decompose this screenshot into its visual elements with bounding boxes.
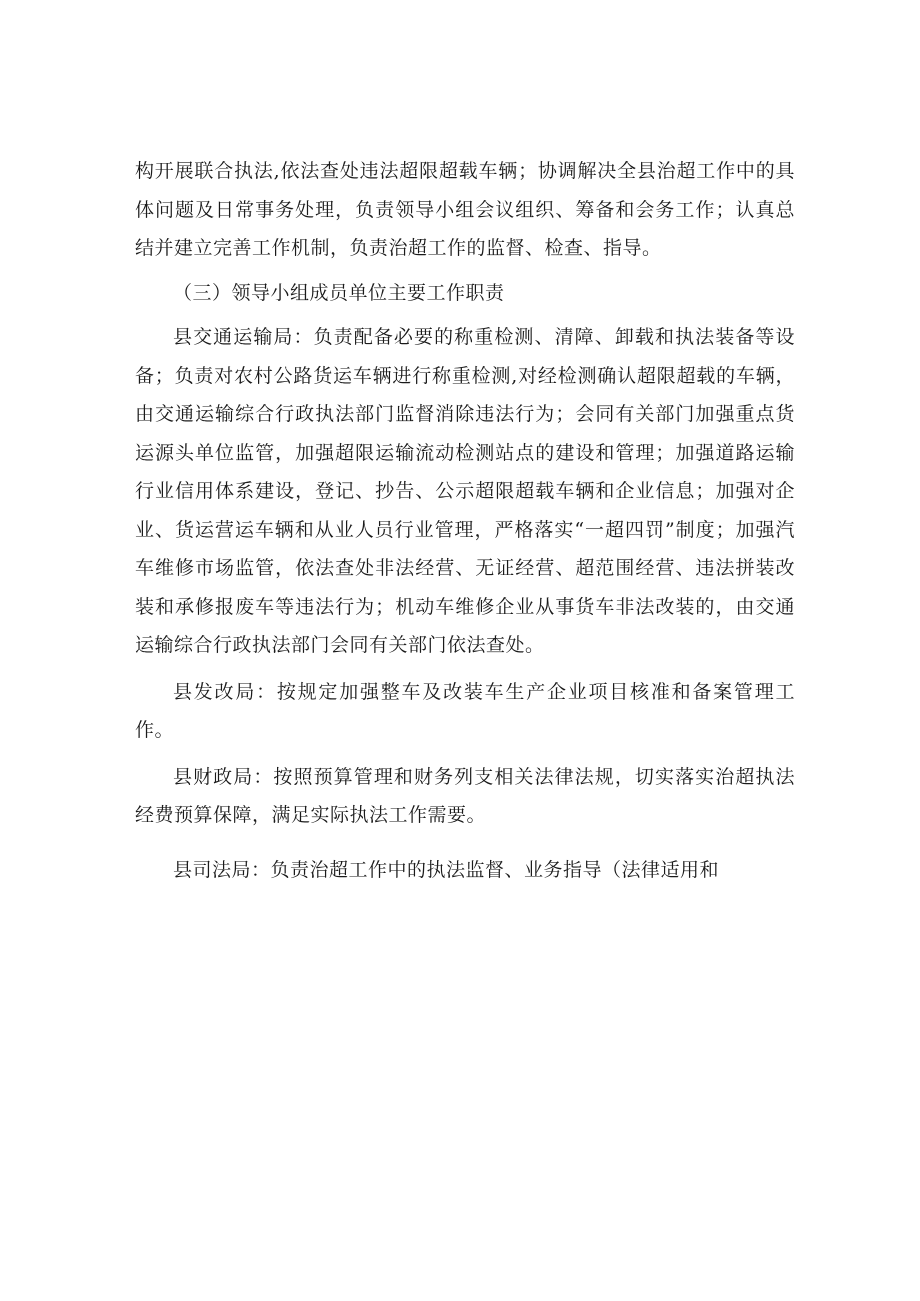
paragraph-development-reform-bureau: 县发改局：按规定加强整车及改装车生产企业项目核准和备案管理工作。 [135, 680, 795, 741]
paragraph-justice-bureau: 县司法局：负责治超工作中的执法监督、业务指导（法律适用和 [173, 858, 720, 881]
section-heading: （三）领导小组成员单位主要工作职责 [173, 281, 505, 304]
paragraph-continuation: 构开展联合执法,依法查处违法超限超载车辆；协调解决全县治超工作中的具体问题及日常事务处理，负责领导小组会议组织、筹备和会务工作；认真总结并建立完善工作机制，负责治超工作的监督、检查、指导。 [135, 160, 795, 259]
paragraph-finance-bureau: 县财政局：按照预算管理和财务列支相关法律法规，切实落实治超执法经费预算保障，满足实际执法工作需要。 [135, 765, 795, 826]
paragraph-transport-bureau: 县交通运输局：负责配备必要的称重检测、清障、卸载和执法装备等设备；负责对农村公路货运车辆进行称重检测,对经检测确认超限超载的车辆，由交通运输综合行政执法部门监督消除违法行为；会同有关部门加强重点货运源头单位监管，加强超限运输流动检测站点的建设和管理；加强道路运输行业信用体系建设，登记、抄告、公示超限超载车辆和企业信息；加强对企业、货运营运车辆和从业人员行业管理，严格落实“一超四罚”制度；加强汽车维修市场监管，依法查处非法经营、无证经营、超范围经营、违法拼装改装和承修报废车等违法行为；机动车维修企业从事货车非法改装的，由交通运输综合行政执法部门会同有关部门依法查处。 [135, 326, 795, 656]
document-body [135, 152, 795, 889]
